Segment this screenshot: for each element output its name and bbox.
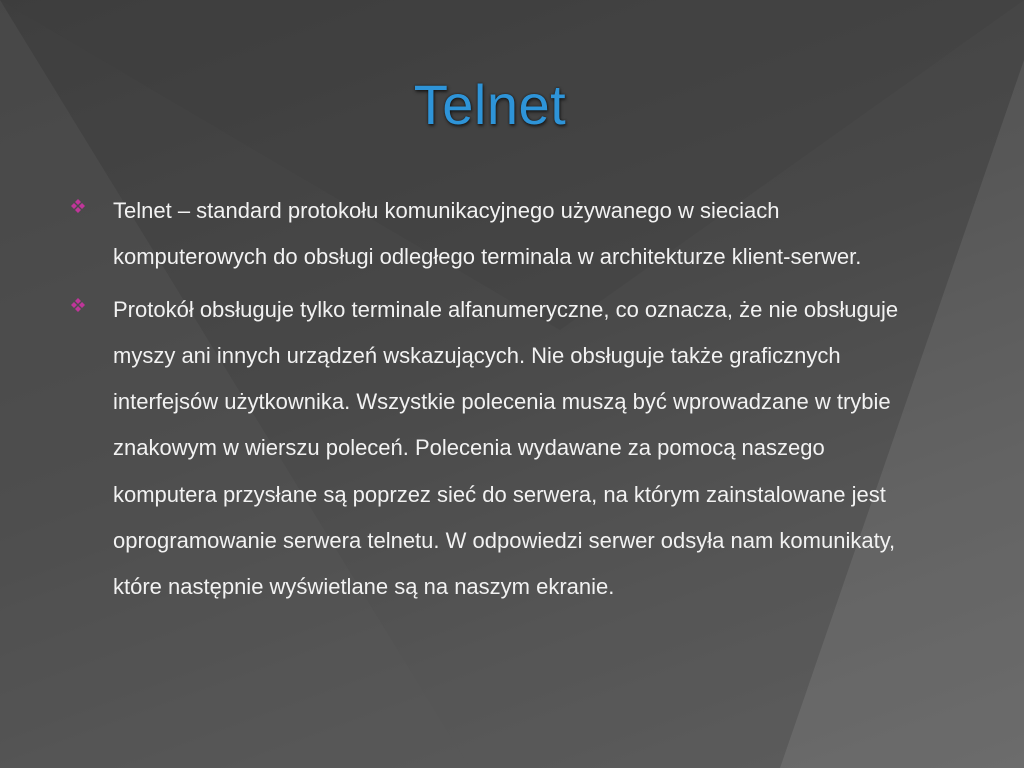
diamond-bullet-icon	[70, 198, 86, 214]
diamond-bullet-icon	[70, 297, 86, 313]
bullet-text: Protokół obsługuje tylko terminale alfanumeryczne, co oznacza, że nie obsługuje myszy ani innych urządzeń wskazujących. Nie obsługuje także graficznych interfejsów użytkownika. Wszystkie polecenia muszą być wprowadzane w trybie znakowym w wierszu poleceń. Polecenia wydawane za pomocą naszego komputera przysłane są poprzez sieć do serwera, na którym zainstalowane jest oprogramowanie serwera telnetu. W odpowiedzi serwer odsyła nam komunikaty, które następnie wyświetlane są na naszym ekranie.	[113, 296, 899, 600]
slide-title: Telnet	[413, 73, 567, 136]
bullet-item	[70, 287, 930, 611]
bullet-item	[70, 188, 930, 281]
bullet-list	[70, 188, 930, 617]
bullet-text: Telnet – standard protokołu komunikacyjnego używanego w sieciach komputerowych do obsługi odległego terminala w architekturze klient-serwer.	[113, 198, 862, 270]
